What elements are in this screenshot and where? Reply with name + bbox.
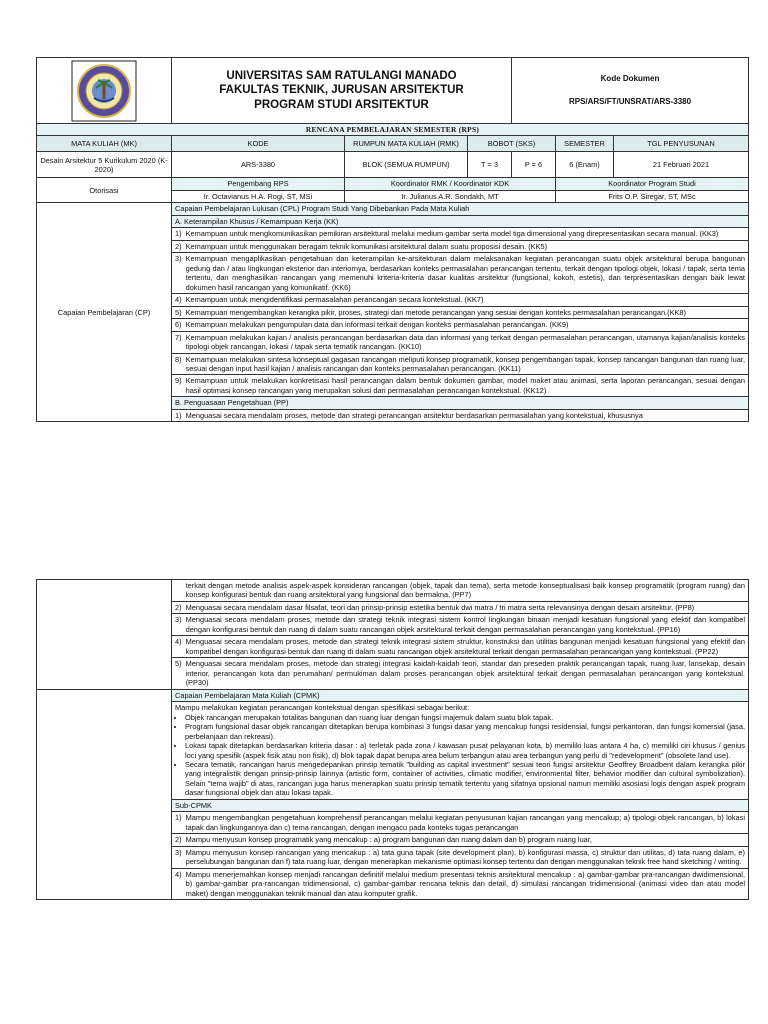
program-name: PROGRAM STUDI ARSITEKTUR: [254, 98, 429, 111]
cpmk-description: [172, 702, 749, 800]
pp-title: B. Penguasaan Pengetahuan (PP): [172, 397, 749, 409]
kk-title: A. Keterampilan Khusus / Kemampuan Kerja (KK): [172, 215, 749, 227]
otorisasi-koordinator-rmk: Ir. Julianus A.R. Sondakh, MT: [345, 190, 556, 202]
cpmk-label-cell: [37, 689, 172, 899]
university-seal-icon: [66, 60, 142, 122]
doc-code: RPS/ARS/FT/UNSRAT/ARS-3380: [568, 96, 692, 106]
rps-continuation-table: [36, 579, 749, 900]
cp-label-continued: [37, 580, 172, 690]
otorisasi-header-koordinator-prodi: Koordinator Program Studi: [556, 178, 749, 190]
course-code: ARS-3380: [172, 152, 345, 178]
pp-item: 2) Menguasai secara mendalam dasar filsafat, teori dan prinsip-prinsip estetika bentuk dwi matra / tri matra serta relevansinya dengan desain arsitektur. (PP8): [172, 601, 749, 613]
kk-item: 9) Kemampuan untuk melakukan konkretisasi hasil perancangan dalam bentuk dokumen gambar, model maket atau animasi, serta laporan perancangan, sesuai dengan hasil optimasi konsep rancangan yang merupakan solusi dari permasalahan perancangan kontekstual. (KK12): [172, 375, 749, 397]
logo-cell: [37, 58, 172, 124]
cp-label: Capaian Pembelajaran (CP): [37, 203, 172, 422]
cpmk-intro: Mampu melakukan kegiatan perancangan kontekstual dengan spesifikasi sebagai berikut:: [175, 703, 470, 713]
header-semester: SEMESTER: [556, 136, 614, 152]
bobot-teori: T = 3: [468, 152, 512, 178]
doc-code-cell: [512, 58, 749, 124]
sub-cpmk-item: 2) Mampu menyusun konsep programatik yang mencakup : a) program bangunan dan ruang dalam dan b) program ruang luar,: [172, 834, 749, 846]
cpmk-bullet: • Objek rancangan merupakan totalitas bangunan dan ruang luar dengan fungsi majemuk dalam suatu blok tapak.: [185, 713, 745, 722]
kk-item: 3) Kemampuan mengaplikasikan pengetahuan dan keterampilan ke-arsitekturan dalam melaksanakan kegiatan perancangan suatu objek arsitektural berupa bangunan gedung dan / atau lingkungan eksterior dan interiornya, berdasarkan konteks permasalahan perancangan tertentu, terkait dengan tipologi objek, lokasi / tapak, serta tema tertentu, dan menghasilkan rancangan yang memenuhi kriteria-kriteria dasar kualitas arsitektur (fungsional, kokoh, estetis), dan terpresentasikan dengan baik lewat dokumen hasil rancangan yang komunikatif. (KK6): [172, 253, 749, 294]
course-semester: 6 (Enam): [556, 152, 614, 178]
cpmk-title: Capaian Pembelajaran Mata Kuliah (CPMK): [172, 689, 749, 701]
university-name: UNIVERSITAS SAM RATULANGI MANADO: [226, 69, 457, 82]
document-page-2: [36, 579, 748, 900]
header-mk: MATA KULIAH (MK): [37, 136, 172, 152]
kk-item: 1) Kemampuan untuk mengkomunikasikan pemikiran arsitektural melalui medium gambar serta model tiga dimensional yang direpresentasikan secara manual. (KK3): [172, 228, 749, 240]
kk-item: 4) Kemampuan untuk mengidentifikasi permasalahan perancangan secara kontekstual. (KK7): [172, 294, 749, 306]
course-date: 21 Februari 2021: [614, 152, 749, 178]
header-bobot: BOBOT (SKS): [468, 136, 556, 152]
faculty-name: FAKULTAS TEKNIK, JURUSAN ARSITEKTUR: [219, 84, 464, 97]
otorisasi-label: Otorisasi: [37, 178, 172, 203]
document-title: RENCANA PEMBELAJARAN SEMESTER (RPS): [37, 124, 749, 136]
institution-cell: [172, 58, 512, 124]
otorisasi-header-pengembang: Pengembang RPS: [172, 178, 345, 190]
otorisasi-pengembang: Ir. Octavianus H.A. Rogi, ST, MSi: [172, 190, 345, 202]
cpl-title: Capaian Pembelajaran Lulusan (CPL) Program Studi Yang Dibebankan Pada Mata Kuliah: [172, 203, 749, 215]
pp-item-continued: terkait dengan metode analisis aspek-aspek konsideran rancangan (objek, tapak dan tema), serta metode konseptualisasi baik konsep programatik (program ruang) dan konsep konfigurasi bentuk dan ruang arsitektural yang fungsional dan bermakna. (PP7): [172, 580, 749, 602]
kk-item: 2) Kemampuan untuk menggunakan beragam teknik komunikasi arsitektural dalam suatu proposisi desain. (KK5): [172, 240, 749, 252]
header-tgl: TGL PENYUSUNAN: [614, 136, 749, 152]
cpmk-bullet-list: [175, 713, 745, 798]
pp-item: 1) Menguasai secara mendalam proses, metode dan strategi perancangan arsitektur berdasarkan permasalahan yang kontekstual, khususnya: [172, 409, 749, 421]
cpmk-bullet: • Program fungsional dasar objek rancangan ditetapkan berupa kombinasi 3 fungsi dasar yang mencakup fungsi residensial, fungsi perkantoran, dan fungsi komersial (jasa, perbelanjaan dan rekreasi).: [185, 722, 745, 741]
kk-item: 6) Kemampuan melakukan pengumpulan data dan informasi terkait dengan konteks permasalahan perancangan. (KK9): [172, 319, 749, 331]
doc-code-label: Kode Dokumen: [600, 74, 660, 84]
sub-cpmk-item: 1) Mampu mengembangkan pengetahuan komprehensif perancangan melalui kegiatan penyusunan kajian rancangan yang mencakup; a) tipologi objek rancangan, b) lokasi tapak dan lingkungannya dan c) tema rancangan, dengan mengacu pada konteks tugas perancangan: [172, 812, 749, 834]
document-page-1: [36, 57, 748, 422]
sub-cpmk-title: Sub-CPMK: [172, 799, 749, 811]
course-rmk: BLOK (SEMUA RUMPUN): [345, 152, 468, 178]
header-kode: KODE: [172, 136, 345, 152]
header-rmk: RUMPUN MATA KULIAH (RMK): [345, 136, 468, 152]
pp-item: 3) Menguasai secara mendalam proses, metode dan strategi teknik integrasi sistem kontrol lingkungan binaan menjadi kesatuan fungsional yang efektif dan kompatibel dengan konfigurasi bentuk dan ruang di dalam suatu rancangan objek arsitektural terkait dengan permasalahan perancangan yang kontekstual. (PP16): [172, 614, 749, 636]
otorisasi-koordinator-prodi: Frits O.P. Siregar, ST, MSc: [556, 190, 749, 202]
cpmk-bullet: • Lokasi tapak ditetapkan berdasarkan kriteria dasar : a) terletak pada zona / kawasan pusat pelayanan kota, b) memiliki luas antara 4 ha, c) memiliki ciri khusus / genius loci yang spesifik (aspek fisik atau non fisik), d) blok tapak dapat berupa area belum terbangun atau area terbangun yang perlu di "redevelopment" (obsolete land use).: [185, 741, 745, 760]
rps-header-table: [36, 57, 749, 422]
kk-item: 5) Kemampuan mengembangkan kerangka pikir, proses, strategi dan metode perancangan yang sesuai dengan konteks permasalahan perancangan.(KK8): [172, 306, 749, 318]
sub-cpmk-item: 4) Mampu menerjemahkan konsep menjadi rancangan definitif melalui medium presentasi teknis arsitektural mencakup : a) gambar-gambar pra-rancangan dwidimensional, b) gambar-gambar pra-rancangan tridimensional, c) gambar-gambar rencana teknis dan detail, d) simulasi rancangan tridimensional (animasi video dan atau model maket) dengan menggunakan teknik manual dan atau komputer grafik.: [172, 868, 749, 899]
pp-item: 5) Menguasai secara mendalam proses, metode dan strategi integrasi kaidah-kaidah teori, standar dan preseden praktik perancangan tapak, ruang luar, lansekap, desain interior, perancangan kota dan perumahan/ permukiman dalam proses perancangan objek arsitektural terkait dengan permasalahan perancangan yang kontekstual. (PP30): [172, 658, 749, 689]
course-name: Desain Arsitektur 5 Kurikulum 2020 (K-2020): [37, 152, 172, 178]
sub-cpmk-item: 3) Mampu menyusun konsep rancangan yang mencakup : a) tata guna tapak (site development plan), b) konfigurasi massa, c) struktur dan utilitas, d) tata ruang dalam, e) perselubungan bangunan dan f) tata ruang luar, dengan menerapkan mekanisme optimasi konsep tertentu dan dengan menggunakan teknik free hand sketching / writing.: [172, 846, 749, 868]
otorisasi-header-koordinator-rmk: Koordinator RMK / Koordinator KDK: [345, 178, 556, 190]
kk-item: 8) Kemampuan melakukan sintesa konseptual gagasan rancangan meliputi konsep programatik, konsep pengembangan tapak, konsep rancangan bangunan dan ruang luar, sesuai dengan input hasil kajian / analisis rancangan dan konteks permasalahan perancangan. (KK11): [172, 353, 749, 375]
kk-item: 7) Kemampuan melakukan kajian / analisis perancangan berdasarkan data dan informasi yang terkait dengan permasalahan perancangan, utamanya kajian/analisis konteks tipologi objek rancangan, lokasi / tapak serta tematik rancangan. (KK10): [172, 331, 749, 353]
pp-item: 4) Menguasai secara mendalam proses, metode dan strategi teknik integrasi sistem struktur, konstruksi dan utilitas bangunan menjadi kesatuan fungsional yang efektif dan kompatibel dengan konfigurasi bentuk dan ruang di dalam suatu rancangan objek arsitektural terkait dengan permasalahan perancangan yang kontekstual. (PP22): [172, 636, 749, 658]
cpmk-bullet: • Secara tematik, rancangan harus mengedepankan prinsip tematik "building as capital investment" sesuai teori fungsi arsitektur Geoffrey Broadbent dalam kerangka pikir yang integralistik dengan prinsip-prinsip lainnya (artistic form, container of activities, climatic modifier, environmental filter, behavior modifier dan cultural symbolization). Selain "tema wajib" di atas, rancangan juga harus menerapkan suatu prinsip tematik tertentu yang sifatnya opsional namun memiliki asosiasi logis dengan aspek program dasar fungsional objek dan atau lokasi tapak.: [185, 760, 745, 798]
bobot-praktik: P = 6: [512, 152, 556, 178]
